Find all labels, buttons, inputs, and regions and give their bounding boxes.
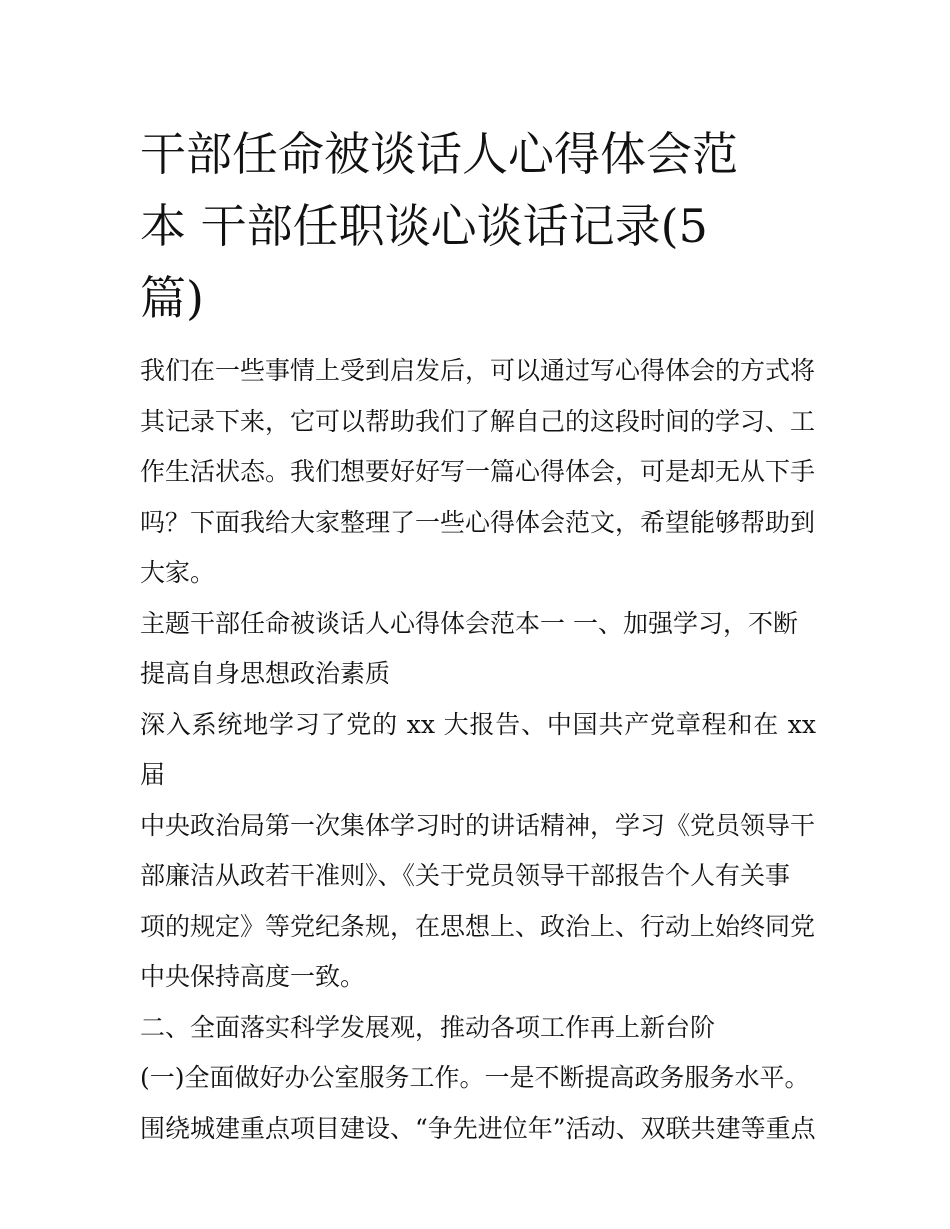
text-line: 中央保持高度一致。 <box>140 962 366 991</box>
text-line: 大家。 <box>140 558 216 587</box>
document-title <box>140 118 816 334</box>
text-line: 二、全面落实科学发展观，推动各项工作再上新台阶 <box>140 1012 716 1042</box>
text-line: (一)全面做好办公室服务工作。一是不断提高政务服务水平。 <box>140 1063 810 1092</box>
title-line: 篇) <box>140 271 204 325</box>
text-line: 作生活状态。我们想要好好写一篇心得体会，可是却无从下手 <box>140 457 816 486</box>
text-line: 围绕城建重点项目建设、“争先进位年”活动、双联共建等重点 <box>140 1113 816 1143</box>
text-line: 主题干部任命被谈话人心得体会范本一 一、加强学习，不断 <box>140 608 798 638</box>
document-content <box>140 118 816 1154</box>
section-paragraph <box>140 1053 816 1154</box>
text-line: 吗？下面我给大家整理了一些心得体会范文，希望能够帮助到 <box>140 507 816 537</box>
section-paragraph <box>140 700 816 1003</box>
title-line: 本 干部任职谈心谈话记录(5 <box>140 199 708 253</box>
text-line: 我们在一些事情上受到启发后，可以通过写心得体会的方式将 <box>140 356 816 385</box>
section-heading <box>140 1003 816 1054</box>
text-line: 提高自身思想政治素质 <box>140 659 391 688</box>
text-line: 部廉洁从政若干准则》、《关于党员领导干部报告个人有关事 <box>140 861 791 890</box>
document-body <box>140 346 816 1154</box>
text-line: 其记录下来，它可以帮助我们了解自己的这段时间的学习、工 <box>140 406 816 436</box>
intro-paragraph <box>140 346 816 599</box>
title-line: 干部任命被谈话人心得体会范 <box>140 127 738 181</box>
text-line: 项的规定》等党纪条规，在思想上、政治上、行动上始终同党 <box>140 911 816 941</box>
text-line: 深入系统地学习了党的 xx 大报告、中国共产党章程和在 xx 届 <box>140 709 816 789</box>
section-heading <box>140 599 816 700</box>
text-line: 中央政治局第一次集体学习时的讲话精神，学习《党员领导干 <box>140 810 816 840</box>
